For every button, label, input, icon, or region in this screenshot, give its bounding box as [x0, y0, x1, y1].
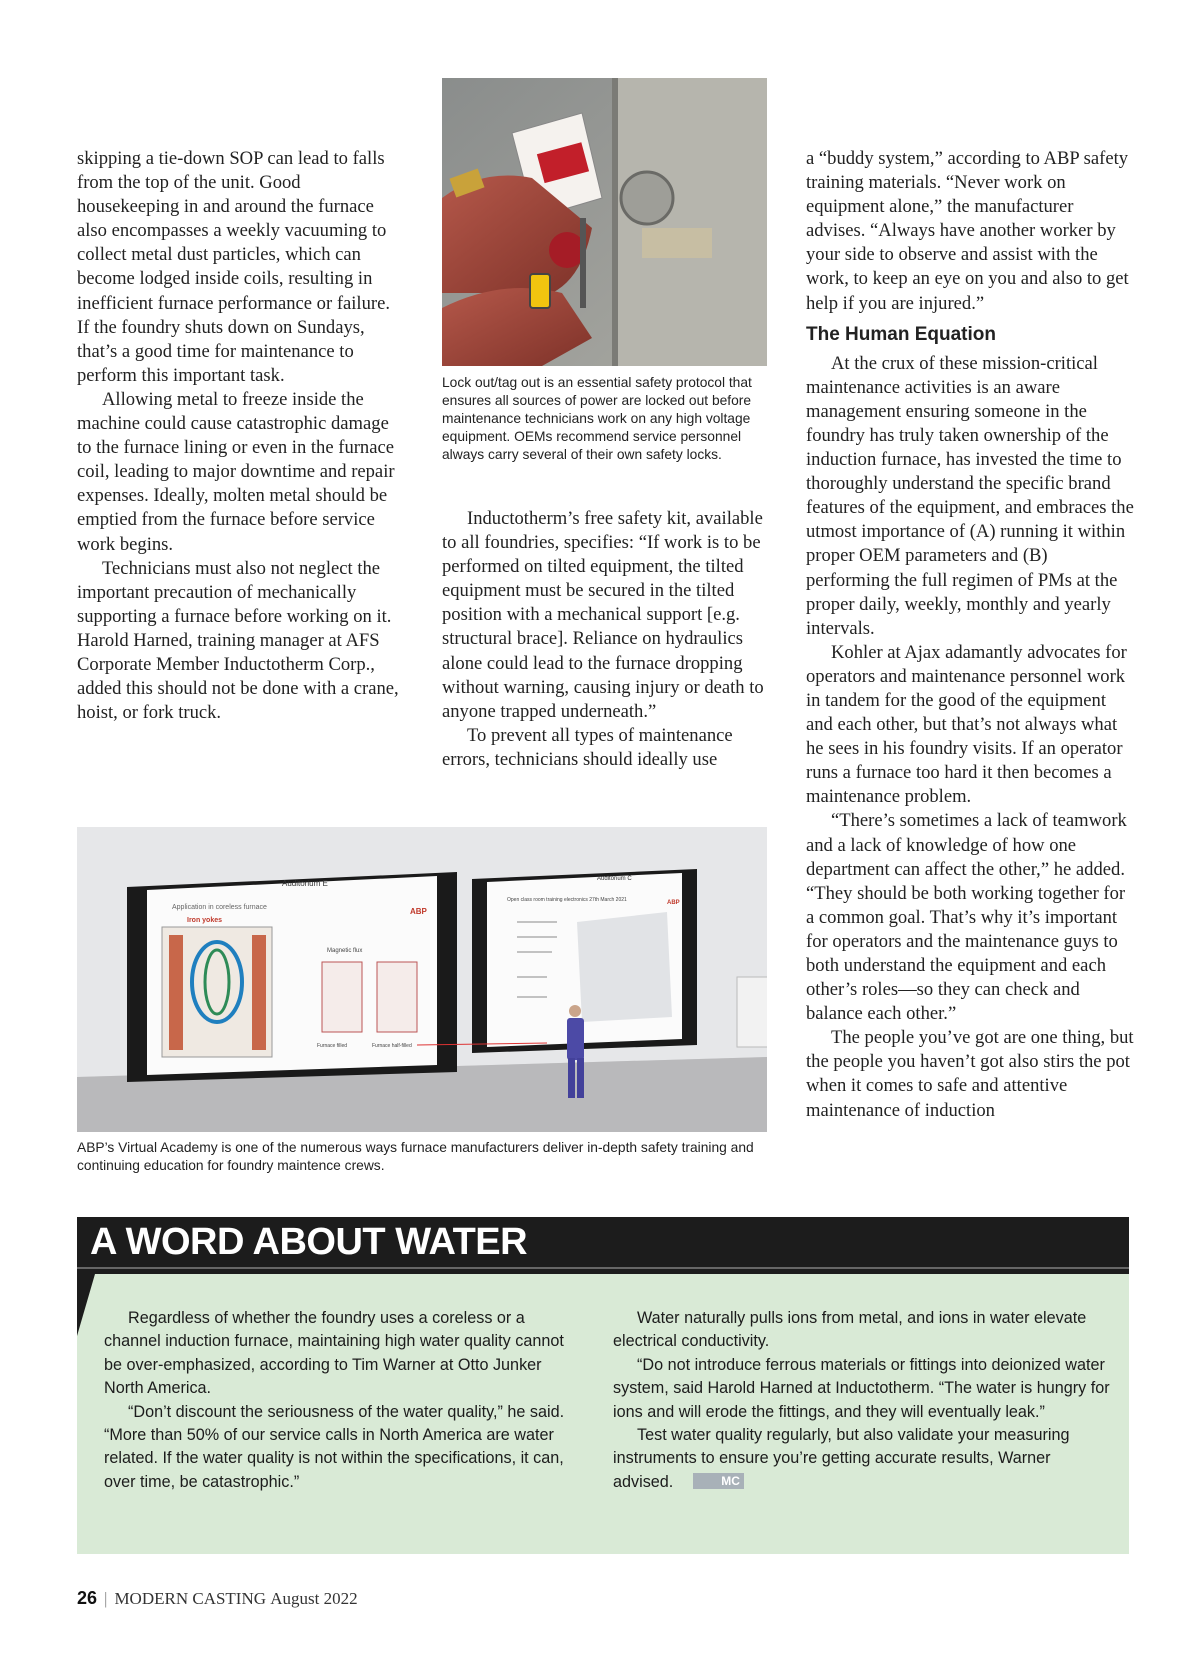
screen-right-title: Open class room training electronics 27th March 2021: [507, 897, 627, 903]
lockout-tagout-photo: [442, 78, 767, 366]
sidebar-paragraph: “Don’t discount the seriousness of the water quality,” he said. “More than 50% of our service calls in North America are water related. If the water quality is not within the specifications, it can, over time, be catastrophic.”: [104, 1402, 565, 1491]
photo-caption: ABP’s Virtual Academy is one of the numerous ways furnace manufacturers deliver in-depth safety training and continuing education for foundry maintence crews.: [77, 1140, 754, 1173]
footer-separator: |: [104, 1589, 108, 1608]
virtual-academy-caption-container: [77, 1139, 767, 1175]
water-sidebar-header: [77, 1217, 1129, 1274]
body-paragraph: At the crux of these mission-critical maintenance activities is an aware management ensuring someone in the foundry has truly taken ownership of the induction furnace, has invested the time to thoroughly understand the specific brand features of the equipment, and embraces the utmost importance of (A) running it within proper OEM parameters and (B) performing the full regimen of PMs at the proper daily, weekly, monthly and yearly intervals.: [806, 352, 1134, 639]
publication-name: MODERN CASTING: [114, 1589, 267, 1608]
subhead: The Human Equation: [806, 323, 996, 345]
sidebar-paragraph: [613, 1424, 1113, 1494]
sidebar-right-column: [613, 1307, 1113, 1494]
body-paragraph: Kohler at Ajax adamantly advocates for operators and maintenance personnel work in tandem for the good of the equipment and each other, but that’s not always what he sees in his foundry visits. If an operator runs a furnace too hard it then becomes a maintenance problem.: [806, 641, 1127, 808]
sidebar-paragraph-text: Test water quality regularly, but also validate your measuring instruments to ensure you’re getting accurate results, Warner advised.: [613, 1426, 1070, 1491]
body-paragraph: Technicians must also not neglect the important precaution of mechanically supporting a furnace before working on it. Harold Harned, training manager at AFS Corporate Member Inductotherm Corp., added this should not be done with a crane, hoist, or fork truck.: [77, 557, 399, 724]
page-footer: [77, 1588, 358, 1609]
lockout-caption-container: [442, 374, 767, 464]
left-column: [77, 147, 402, 725]
screen-right-header: Auditorium C: [597, 876, 632, 882]
screen-left-label-b: Furnace half-filled: [372, 1043, 412, 1049]
page-number: 26: [77, 1588, 98, 1608]
abp-logo-text-2: ABP: [667, 900, 680, 906]
body-paragraph: “There’s sometimes a lack of teamwork and a lack of knowledge of how one department can affect the other,” he added. “They should be both working together for a common goal. That’s why it’s important for operators and the maintenance guys to both understand the equipment and each other’s roles—so they can check and balance each other.”: [806, 810, 1127, 1025]
screen-left-title: Application in coreless furnace: [172, 904, 267, 911]
abp-logo-text: ABP: [410, 907, 427, 916]
sidebar-paragraph: “Do not introduce ferrous materials or fittings into deionized water system, said Harold Harned at Inductotherm. “The water is hungry for ions and will erode the fittings, and they will eventually leak.”: [613, 1355, 1110, 1421]
screen-left-subtitle: Iron yokes: [187, 917, 223, 924]
middle-column: [442, 507, 767, 772]
body-paragraph: a “buddy system,” according to ABP safety training materials. “Never work on equipment alone,” the manufacturer advises. “Always have another worker by your side to observe and assist with the work, to keep an eye on you and also to get help if you are injured.”: [806, 148, 1129, 314]
issue-date: August 2022: [270, 1589, 358, 1608]
right-column: [806, 147, 1134, 1123]
end-mark: MC: [693, 1473, 744, 1489]
body-paragraph: The people you’ve got are one thing, but the people you haven’t got also stirs the pot when it comes to safe and attentive maintenance of induction: [806, 1027, 1134, 1121]
virtual-academy-photo: [77, 827, 767, 1132]
body-paragraph: skipping a tie-down SOP can lead to falls from the top of the unit. Good housekeeping in and around the furnace also encompasses a weekly vacuuming to collect metal dust particles, which can become lodged inside coils, resulting in inefficient furnace performance or failure. If the foundry shuts down on Sundays, that’s a good time for maintenance to perform this important task.: [77, 148, 390, 386]
body-paragraph: Inductotherm’s free safety kit, available to all foundries, specifies: “If work is to be performed on tilted equipment, the tilted equipment must be secured in the tilted position with a mechanical support [e.g. structural brace]. Reliance on hydraulics alone could lead to the furnace dropping without warning, causing injury or death to anyone trapped underneath.”: [442, 508, 764, 722]
header-rule: [77, 1267, 1129, 1269]
screen-left-header: Auditorium E: [282, 879, 328, 888]
body-paragraph: Allowing metal to freeze inside the machine could cause catastrophic damage to the furnace lining or even in the furnace coil, leading to major downtime and repair expenses. Ideally, molten metal should be emptied from the furnace before service work begins.: [77, 388, 395, 555]
sidebar-title: A WORD ABOUT WATER: [90, 1221, 528, 1263]
sidebar-notch: [77, 1274, 95, 1336]
photo-caption: Lock out/tag out is an essential safety protocol that ensures all sources of power are locked out before maintenance technicians work on any high voltage equipment. OEMs recommend service personnel always carry several of their own safety locks.: [442, 375, 752, 462]
sidebar-paragraph: Water naturally pulls ions from metal, and ions in water elevate electrical conductivity.: [613, 1309, 1087, 1351]
body-paragraph: To prevent all types of maintenance errors, technicians should ideally use: [442, 724, 733, 770]
screen-left-flux-label: Magnetic flux: [327, 948, 363, 954]
screen-left-label-a: Furnace filled: [317, 1043, 348, 1049]
sidebar-paragraph: Regardless of whether the foundry uses a coreless or a channel induction furnace, maintaining high water quality cannot be over-emphasized, according to Tim Warner at Otto Junker North America.: [104, 1309, 564, 1398]
sidebar-left-column: [104, 1307, 574, 1494]
